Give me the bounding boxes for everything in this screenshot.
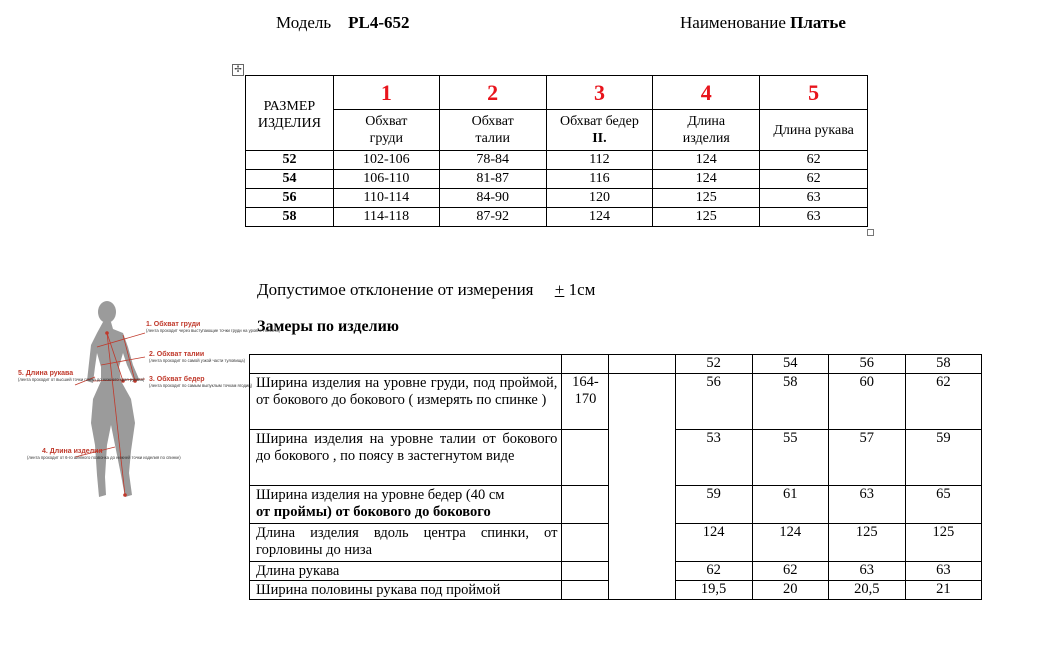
- value-cell: 124: [653, 151, 760, 170]
- value-cell: 81-87: [439, 170, 546, 189]
- value-cell: 55: [752, 430, 828, 486]
- value-cell: 56: [675, 374, 752, 430]
- tolerance-line: [257, 280, 595, 300]
- column-number-1: 1: [333, 76, 439, 110]
- value-cell: 120: [546, 189, 653, 208]
- value-cell: 62: [760, 151, 868, 170]
- value-cell: 57: [828, 430, 905, 486]
- row-label: Ширина изделия на уровне талии от бокового до бокового , по поясу в застегнутом виде: [250, 430, 562, 486]
- blank-column-cell: [609, 374, 675, 600]
- model-heading: [276, 13, 410, 33]
- table-row: [246, 170, 868, 189]
- value-cell: 59: [675, 486, 752, 524]
- value-cell: 59: [905, 430, 981, 486]
- row-label-bold: от проймы) от бокового до бокового: [256, 504, 491, 520]
- column-label-waist: Обхват талии: [439, 110, 546, 151]
- column-label-sleeve: Длина рукава: [760, 110, 868, 151]
- value-cell: 62: [760, 170, 868, 189]
- product-name-value: Платье: [790, 13, 846, 32]
- value-cell: 62: [905, 374, 981, 430]
- value-cell: 58: [752, 374, 828, 430]
- value-cell: 63: [760, 189, 868, 208]
- figure-note-hips: (лента проходит по самым выпуклым точкам ягодиц): [149, 383, 253, 388]
- value-cell: 116: [546, 170, 653, 189]
- value-cell: 78-84: [439, 151, 546, 170]
- body-measurement-figure: [15, 295, 281, 505]
- measurements-title: Замеры по изделию: [257, 318, 400, 335]
- value-cell: 125: [828, 524, 905, 562]
- value-cell: 124: [653, 170, 760, 189]
- size-header: 56: [828, 355, 905, 374]
- row-label: Длина изделия вдоль центра спинки, от горловины до низа: [250, 524, 562, 562]
- value-cell: 63: [828, 562, 905, 581]
- value-cell: 63: [760, 208, 868, 227]
- value-cell: 65: [905, 486, 981, 524]
- value-cell: 110-114: [333, 189, 439, 208]
- empty-cell: [562, 581, 609, 600]
- table-resize-handle[interactable]: [867, 229, 874, 236]
- value-cell: 62: [752, 562, 828, 581]
- table-move-handle-icon[interactable]: ✢: [232, 64, 244, 76]
- figure-note-waist: (лента проходит по самой узкой части туловища): [149, 358, 246, 363]
- value-cell: 124: [752, 524, 828, 562]
- product-name-label: Наименование: [680, 13, 786, 32]
- row-label: Ширина изделия на уровне бедер (40 см от проймы) от бокового до бокового: [250, 486, 562, 524]
- table-row: [250, 374, 982, 430]
- value-cell: 62: [675, 562, 752, 581]
- value-cell: 60: [828, 374, 905, 430]
- size-cell: 52: [246, 151, 334, 170]
- header-empty-cell: [562, 355, 609, 374]
- model-value: PL4-652: [348, 13, 410, 32]
- figure-label-waist: 2. Обхват талии: [149, 351, 205, 358]
- tolerance-plusminus: +: [554, 280, 565, 299]
- row-label: Ширина половины рукава под проймой: [250, 581, 562, 600]
- value-cell: 84-90: [439, 189, 546, 208]
- mannequin-silhouette: [87, 301, 139, 497]
- table-row: [246, 189, 868, 208]
- table-header-row: [250, 355, 982, 374]
- height-cell: 164-170: [562, 374, 609, 430]
- value-cell: 61: [752, 486, 828, 524]
- figure-label-length: 4. Длина изделия: [42, 448, 103, 455]
- value-cell: 124: [675, 524, 752, 562]
- value-cell: 87-92: [439, 208, 546, 227]
- figure-label-sleeve: 5. Длина рукава: [18, 370, 74, 377]
- table-row: [246, 208, 868, 227]
- column-label-hips-bold: II.: [592, 131, 607, 146]
- value-cell: 102-106: [333, 151, 439, 170]
- figure-note-length: (лента проходит от 6-го шейного позвонка до нижней точки изделия по спинке): [27, 455, 181, 460]
- column-number-2: 2: [439, 76, 546, 110]
- size-cell: 54: [246, 170, 334, 189]
- value-cell: 19,5: [675, 581, 752, 600]
- empty-cell: [562, 524, 609, 562]
- table-row: [246, 151, 868, 170]
- header-empty-cell: [609, 355, 675, 374]
- size-corner-label: РАЗМЕР ИЗДЕЛИЯ: [246, 76, 334, 151]
- tolerance-value: 1см: [568, 280, 596, 299]
- value-cell: 124: [546, 208, 653, 227]
- column-label-length: Длина изделия: [653, 110, 760, 151]
- value-cell: 114-118: [333, 208, 439, 227]
- size-header: 58: [905, 355, 981, 374]
- value-cell: 112: [546, 151, 653, 170]
- model-label: Модель: [276, 13, 332, 32]
- value-cell: 53: [675, 430, 752, 486]
- value-cell: 20: [752, 581, 828, 600]
- value-cell: 125: [653, 208, 760, 227]
- value-cell: 125: [653, 189, 760, 208]
- empty-cell: [562, 562, 609, 581]
- tolerance-text: Допустимое отклонение от измерения: [257, 280, 534, 299]
- column-number-4: 4: [653, 76, 760, 110]
- measurements-table: [249, 354, 982, 600]
- column-label-chest: Обхват груди: [333, 110, 439, 151]
- size-cell: 58: [246, 208, 334, 227]
- value-cell: 21: [905, 581, 981, 600]
- product-name-heading: [680, 13, 846, 33]
- column-number-5: 5: [760, 76, 868, 110]
- size-table: [245, 75, 868, 227]
- row-label: Длина рукава: [250, 562, 562, 581]
- column-label-hips: Обхват бедер II.: [546, 110, 653, 151]
- value-cell: 63: [828, 486, 905, 524]
- row-label: Ширина изделия на уровне груди, под проймой, от бокового до бокового ( измерять по спинке ): [250, 374, 562, 430]
- size-header: 52: [675, 355, 752, 374]
- figure-note-sleeve: (лента проходит от высшей точки плеча до нижнего края рукава): [18, 377, 145, 382]
- figure-label-hips: 3. Обхват бедер: [149, 376, 205, 383]
- figure-label-chest: 1. Обхват груди: [146, 321, 201, 328]
- size-header: 54: [752, 355, 828, 374]
- empty-cell: [562, 486, 609, 524]
- header-empty-cell: [250, 355, 562, 374]
- empty-cell: [562, 430, 609, 486]
- column-number-3: 3: [546, 76, 653, 110]
- figure-note-chest: (лента проходит через выступающие точки груди на уровне лопаток): [146, 328, 281, 333]
- size-cell: 56: [246, 189, 334, 208]
- value-cell: 20,5: [828, 581, 905, 600]
- value-cell: 125: [905, 524, 981, 562]
- value-cell: 106-110: [333, 170, 439, 189]
- value-cell: 63: [905, 562, 981, 581]
